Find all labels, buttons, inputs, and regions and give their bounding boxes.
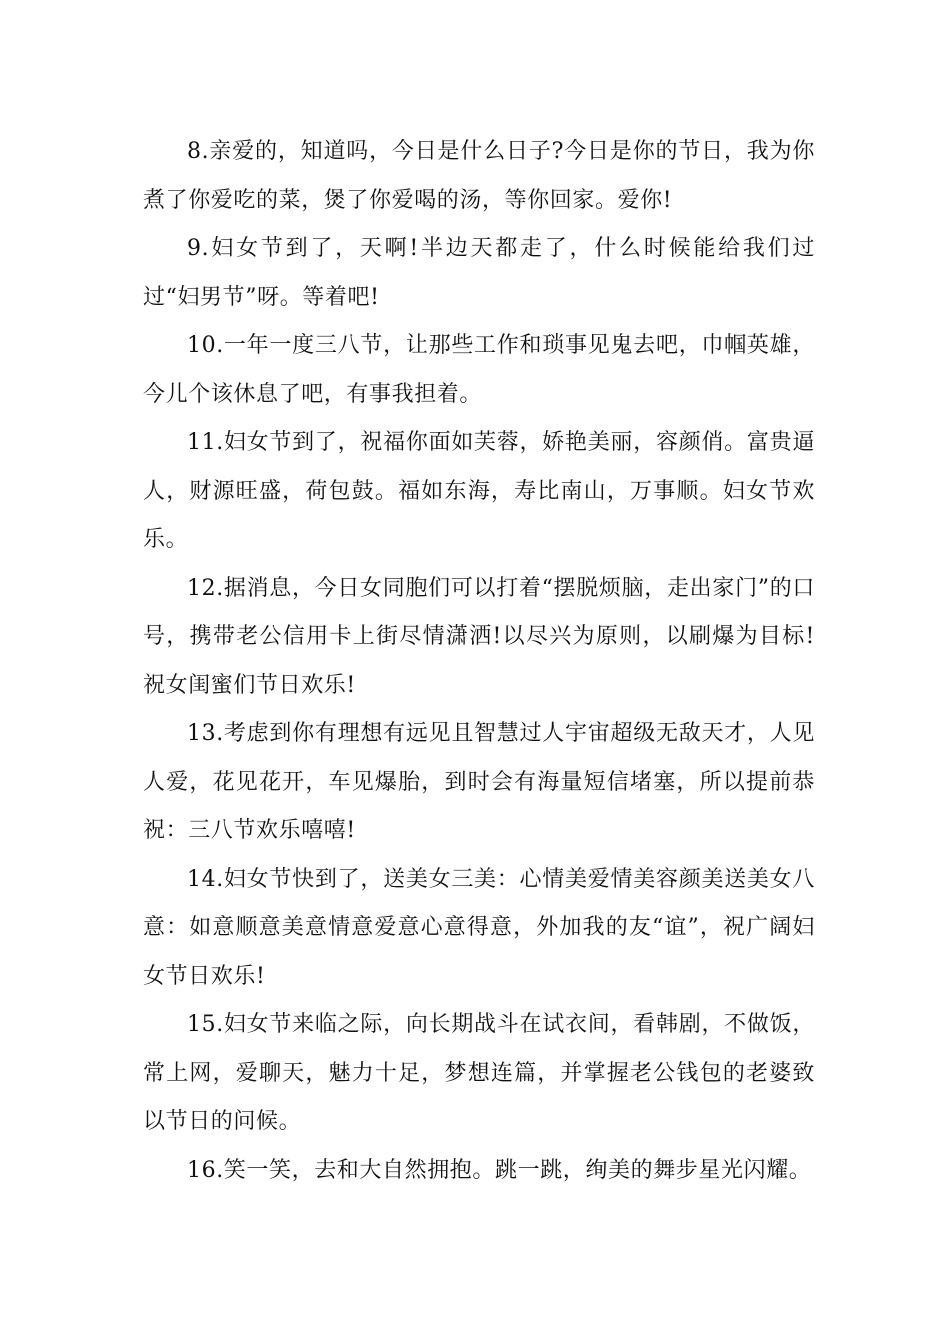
paragraph-13: 13.考虑到你有理想有远见且智慧过人宇宙超级无敌天才，人见人爱，花见花开，车见爆胎，到时会有海量短信堵塞，所以提前恭祝：三八节欢乐嘻嘻! [143,721,815,843]
paragraph-10: 10.一年一度三八节，让那些工作和琐事见鬼去吧，巾帼英雄，今儿个该休息了吧，有事我担着。 [143,333,815,407]
paragraph-8: 8.亲爱的，知道吗，今日是什么日子?今日是你的节日，我为你煮了你爱吃的菜，煲了你爱喝的汤，等你回家。爱你! [143,139,815,213]
paragraph-11: 11.妇女节到了，祝福你面如芙蓉，娇艳美丽，容颜俏。富贵逼人，财源旺盛，荷包鼓。福如东海，寿比南山，万事顺。妇女节欢乐。 [143,430,815,552]
paragraph-16: 16.笑一笑，去和大自然拥抱。跳一跳，绚美的舞步星光闪耀。 [187,1157,812,1183]
body-text [143,128,815,1195]
paragraph-12: 12.据消息，今日女同胞们可以打着“摆脱烦脑，走出家门”的口号，携带老公信用卡上街尽情潇洒!以尽兴为原则，以刷爆为目标!祝女闺蜜们节日欢乐! [143,575,815,698]
paragraph-9: 9.妇女节到了，天啊!半边天都走了，什么时候能给我们过过“妇男节”呀。等着吧! [143,236,815,310]
paragraph-15: 15.妇女节来临之际，向长期战斗在试衣间，看韩剧，不做饭，常上网，爱聊天，魅力十足，梦想连篇，并掌握老公钱包的老婆致以节日的问候。 [143,1012,815,1134]
paragraph-14: 14.妇女节快到了，送美女三美：心情美爱情美容颜美送美女八意：如意顺意美意情意爱意心意得意，外加我的友“谊”，祝广阔妇女节日欢乐! [143,866,815,989]
